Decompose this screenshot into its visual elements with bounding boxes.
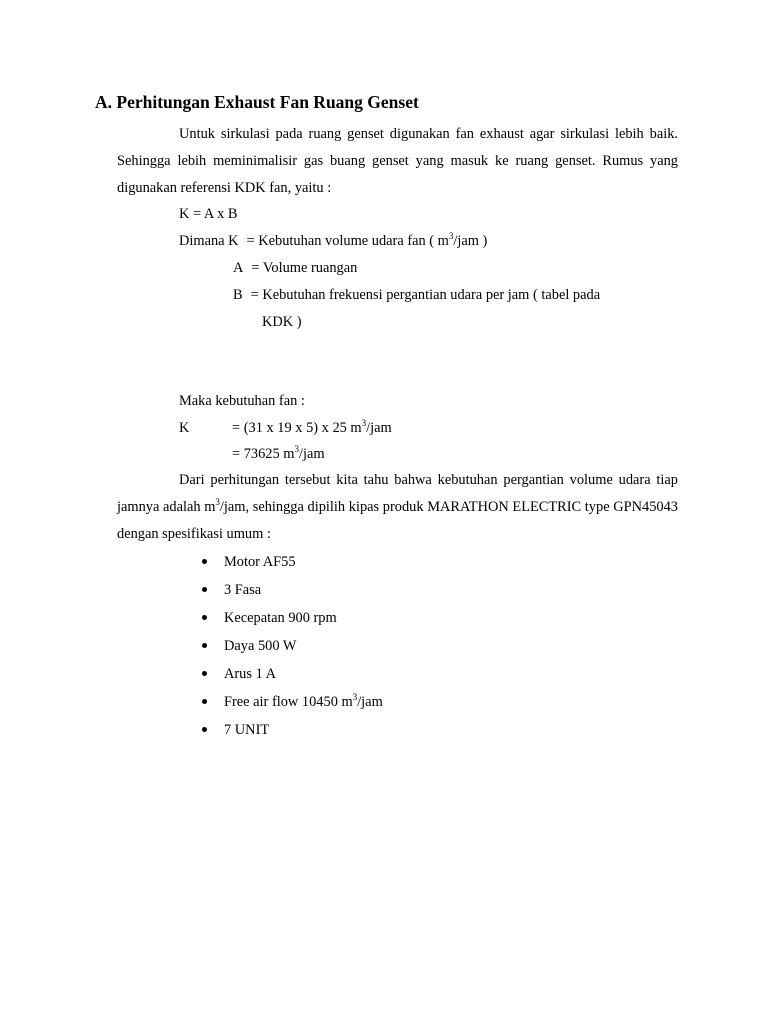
calc-line-1-text: = (31 x 19 x 5) x 25 m — [232, 420, 362, 436]
definition-k-suffix: /jam ) — [453, 233, 488, 249]
conclusion-paragraph — [117, 467, 678, 548]
intro-paragraph-text: Untuk sirkulasi pada ruang genset digunakan fan exhaust agar sirkulasi lebih baik. Sehingga lebih meminimalisir gas buang genset yang masuk ke ruang genset. Rumus yang digunakan referensi KDK fan, yaitu : — [117, 126, 678, 196]
definition-b-label: B — [233, 287, 243, 303]
calc-line-1 — [232, 418, 392, 438]
bullet-icon — [202, 615, 207, 620]
bullet-icon — [202, 727, 207, 732]
bullet-icon — [202, 699, 207, 704]
spec-suffix: /jam — [357, 694, 383, 710]
spec-list-item — [202, 718, 383, 746]
spec-text: Free air flow 10450 m — [224, 694, 353, 710]
definition-b-text: = Kebutuhan frekuensi pergantian udara per jam ( tabel pada — [250, 287, 601, 303]
definition-k-prefix: Dimana K — [179, 233, 239, 249]
definition-b — [233, 285, 600, 305]
spec-text: 3 Fasa — [224, 582, 262, 598]
section-heading: A. Perhitungan Exhaust Fan Ruang Genset — [95, 92, 419, 112]
bullet-icon — [202, 671, 207, 676]
bullet-icon — [202, 587, 207, 592]
definition-b-continuation: KDK ) — [262, 314, 302, 330]
spec-list-item — [202, 690, 383, 718]
spec-text: Motor AF55 — [224, 554, 296, 570]
calc-line-1-sup: 3 — [361, 418, 367, 429]
definition-a-text: = Volume ruangan — [251, 260, 358, 276]
calc-intro: Maka kebutuhan fan : — [179, 393, 305, 409]
calc-line-2-sup: 3 — [294, 444, 299, 455]
calc-line-2 — [232, 444, 325, 464]
bullet-icon — [202, 559, 207, 564]
calc-line-2-suffix: /jam — [298, 446, 325, 462]
conclusion-sup: 3 — [215, 497, 220, 508]
spec-text: Daya 500 W — [224, 638, 297, 654]
calc-line-2-text: = 73625 m — [232, 446, 295, 462]
spec-sup: 3 — [352, 692, 358, 703]
calc-k-label: K — [179, 420, 190, 436]
spec-list-item — [202, 634, 383, 662]
spec-text: Kecepatan 900 rpm — [224, 610, 337, 626]
definition-a — [233, 258, 357, 278]
spec-text: 7 UNIT — [224, 722, 270, 738]
formula-line: K = A x B — [179, 206, 238, 222]
definition-k-sup: 3 — [448, 231, 454, 242]
definition-a-label: A — [233, 260, 244, 276]
spec-text: Arus 1 A — [224, 666, 276, 682]
calc-line-1-suffix: /jam — [366, 420, 392, 436]
conclusion-after: /jam, sehingga dipilih kipas produk MARATHON ELECTRIC type GPN45043 dengan spesifikasi umum : — [117, 499, 678, 542]
spec-list — [202, 550, 383, 746]
intro-paragraph — [117, 121, 678, 202]
spec-list-item — [202, 550, 383, 578]
definition-k — [179, 231, 487, 251]
spec-list-item — [202, 578, 383, 606]
spec-list-item — [202, 662, 383, 690]
spec-list-item — [202, 606, 383, 634]
definition-k-text: = Kebutuhan volume udara fan ( m — [246, 233, 449, 249]
conclusion-before: Dari perhitungan tersebut kita tahu bahwa kebutuhan pergantian volume udara tiap jamnya adalah m — [117, 472, 678, 515]
bullet-icon — [202, 643, 207, 648]
